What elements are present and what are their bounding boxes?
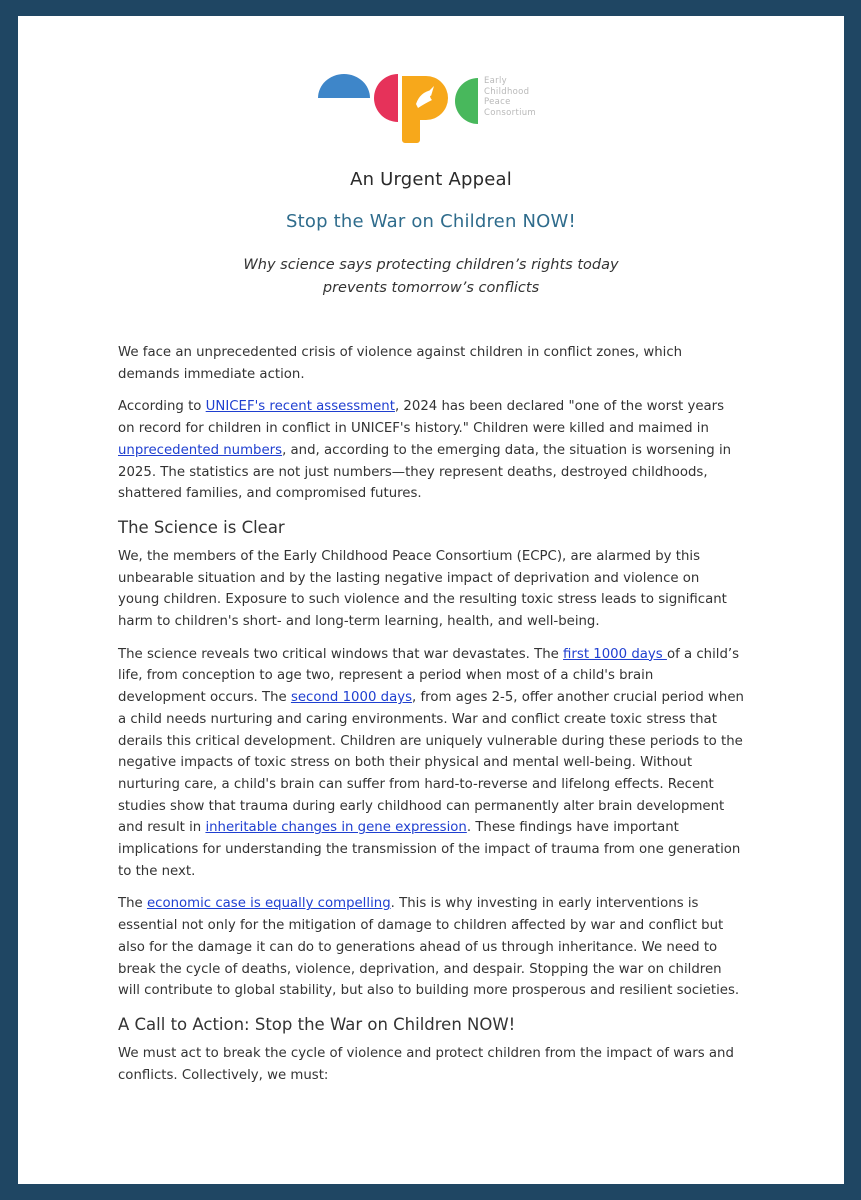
text-run: , 2024 has been declared "one of the worst years on record for children in conflict in UNICEF's history." Children were killed and maimed in	[118, 399, 725, 437]
text-run: . These findings have important implications for understanding the transmission of the impact of trauma from one generation to the next.	[118, 820, 741, 879]
text-run: . This is why investing in early interventions is essential not only for the mitigation of damage to children affected by war and conflict but also for the damage it can do to generations ahead of us through inheritance. We need to break the cycle of deaths, violence, deprivation, and despair. Stopping the war on children will contribute to global stability, but also to building more prosperous and resilient societies.	[118, 896, 740, 999]
document-body	[118, 342, 744, 1097]
text-run: According to	[118, 399, 206, 415]
logo-org-name-line: Early	[484, 76, 507, 86]
second-1000-days-link[interactable]: second 1000 days	[290, 690, 413, 706]
logo-green-letter-c	[455, 78, 478, 124]
subtitle	[18, 254, 844, 300]
logo-orange-letter-p	[402, 76, 448, 143]
science-paragraph	[118, 644, 744, 883]
text-run: The science reveals two critical windows that war devastates. The	[118, 646, 564, 662]
economic-case-link[interactable]: economic case is equally compelling	[146, 896, 391, 912]
first-1000-days-link[interactable]: first 1000 days	[563, 646, 667, 662]
text-run: The	[118, 896, 147, 912]
text-run: , and, according to the emerging data, the situation is worsening in 2025. The statistics are not just numbers—they represent deaths, destroyed childhoods, shattered families, and compromised futures.	[118, 442, 732, 502]
ecpc-paragraph: We, the members of the Early Childhood Peace Consortium (ECPC), are alarmed by this unbearable situation and by the lasting negative impact of deprivation and violence on young children. Exposure to such violence and the resulting toxic stress leads to significant harm to children's short- and long-term learning, health, and well-being.	[118, 548, 727, 630]
document-page	[18, 16, 844, 1184]
unprecedented-numbers-link[interactable]: unprecedented numbers	[118, 442, 283, 458]
logo-org-name-line: Childhood	[484, 86, 530, 97]
logo-org-name	[484, 76, 536, 118]
subtitle-line-1: Why science says protecting children’s rights today	[243, 257, 619, 273]
call-paragraph: We must act to break the cycle of violence and protect children from the impact of wars and conflicts. Collectively, we must:	[118, 1045, 734, 1083]
logo-blue-semicircle	[318, 74, 370, 98]
section-heading-call-to-action: A Call to Action: Stop the War on Children NOW!	[118, 1014, 516, 1034]
headline: Stop the War on Children NOW!	[286, 211, 576, 232]
unicef-assessment-link[interactable]: UNICEF's recent assessment	[205, 399, 395, 415]
section-heading-science: The Science is Clear	[118, 517, 285, 537]
economic-paragraph	[118, 893, 744, 1002]
logo-org-name-line: Peace	[484, 97, 511, 107]
text-run: of a child’s life, from conception to age two, represent a period when most of a child's brain development occurs. The	[118, 646, 740, 706]
subtitle-line-2: prevents tomorrow’s conflicts	[322, 280, 540, 296]
text-run: , from ages 2-5, offer another crucial period when a child needs nurturing and caring environments. War and conflict create toxic stress that derails this critical development. Children are uniquely vulnerable during these periods to the negative impacts of toxic stress on both their physical and mental well-being. Without nurturing care, a child's brain can suffer from hard-to-reverse and lifelong effects. Recent studies show that trauma during early childhood can permanently alter brain development and result in	[118, 690, 744, 836]
logo-red-letter-c	[374, 74, 398, 122]
unicef-paragraph	[118, 396, 744, 505]
logo-org-name-line: Consortium	[484, 107, 537, 118]
intro-paragraph: We face an unprecedented crisis of violence against children in conflict zones, which demands immediate action.	[118, 345, 683, 382]
appeal-title: An Urgent Appeal	[350, 169, 512, 190]
inheritable-changes-link[interactable]: inheritable changes in gene expression	[205, 820, 467, 836]
